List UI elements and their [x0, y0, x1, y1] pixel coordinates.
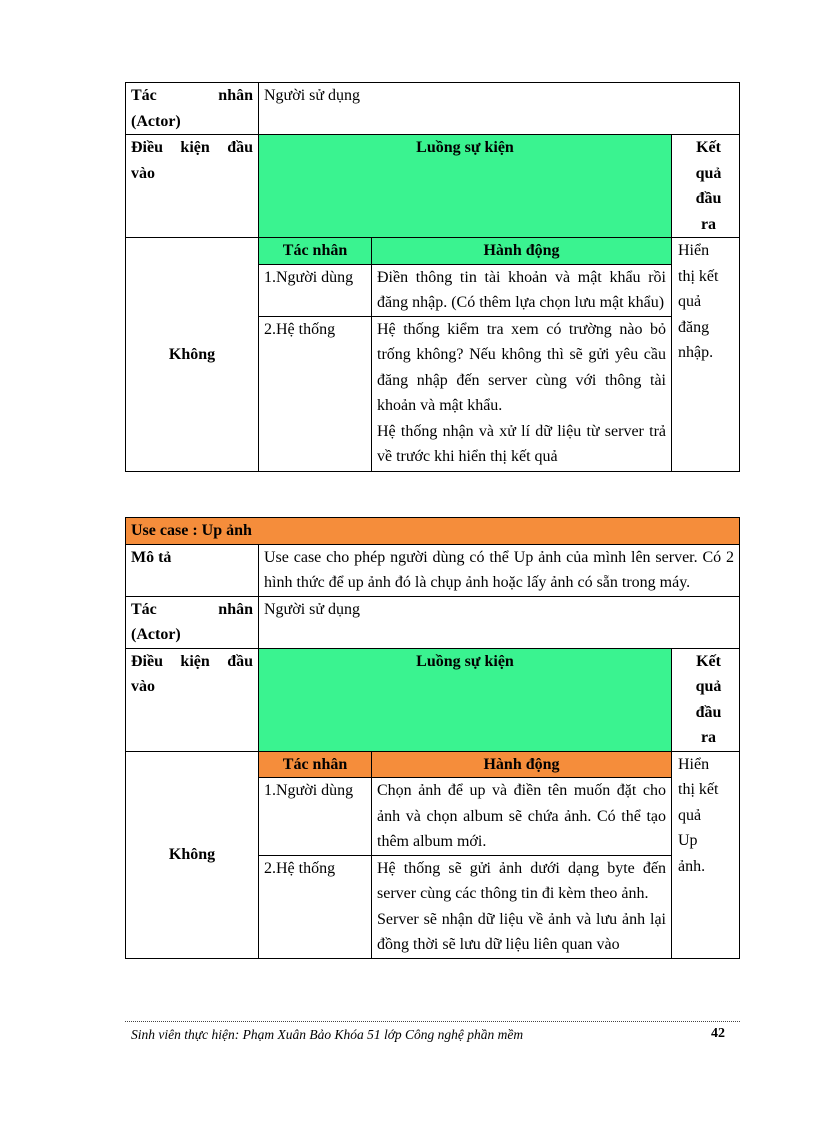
upload-photo-use-case-table — [125, 517, 740, 959]
description-row — [126, 544, 740, 596]
actor-value: Người sử dụng — [259, 596, 740, 648]
step-action: Điền thông tin tài khoản và mật khẩu rồi đăng nhập. (Có thêm lựa chọn lưu mật khẩu) — [372, 264, 672, 316]
actor-row — [126, 83, 740, 135]
login-use-case-table — [125, 82, 740, 472]
condition-value: Không — [126, 751, 259, 958]
step-actor: 1.Người dùng — [259, 778, 372, 856]
step-action: Hệ thống sẽ gửi ảnh dưới dạng byte đến server cùng các thông tin đi kèm theo ảnh. Server sẽ nhận dữ liệu về ảnh và lưu ảnh lại đồng thời sẽ lưu dữ liệu liên quan vào — [372, 855, 672, 958]
actor-row — [126, 596, 740, 648]
description-value: Use case cho phép người dùng có thể Up ảnh của mình lên server. Có 2 hình thức để up ảnh đó là chụp ảnh hoặc lấy ảnh có sẵn trong máy. — [259, 544, 740, 596]
flow-header: Luồng sự kiện — [259, 648, 672, 751]
footer-divider — [125, 1021, 740, 1022]
actor-value: Người sử dụng — [259, 83, 740, 135]
flow-columns-row — [126, 238, 740, 265]
condition-header-row — [126, 135, 740, 238]
step-action: Hệ thống kiểm tra xem có trường nào bỏ trống không? Nếu không thì sẽ gửi yêu cầu đăng nhập đến server cùng với thông tài khoản và mật khẩu. Hệ thống nhận và xử lí dữ liệu từ server trả về trước khi hiển thị kết quả — [372, 316, 672, 471]
flow-columns-row — [126, 751, 740, 778]
footer-text: Sinh viên thực hiện: Phạm Xuân Bảo Khóa 51 lớp Công nghệ phần mềm — [131, 1027, 524, 1042]
flow-header: Luồng sự kiện — [259, 135, 672, 238]
use-case-title-row — [126, 518, 740, 545]
step-actor: 2.Hệ thống — [259, 316, 372, 471]
actor-label: Tác nhân (Actor) — [126, 83, 259, 135]
col-actor-header: Tác nhân — [259, 238, 372, 265]
col-actor-header: Tác nhân — [259, 751, 372, 778]
page-number: 42 — [711, 1026, 725, 1041]
result-header: Kết quả đầu ra — [672, 648, 740, 751]
condition-value: Không — [126, 238, 259, 472]
description-label: Mô tả — [126, 544, 259, 596]
condition-header-row — [126, 648, 740, 751]
step-actor: 2.Hệ thống — [259, 855, 372, 958]
result-value: Hiển thị kết quả Up ảnh. — [672, 751, 740, 958]
result-header: Kết quả đầu ra — [672, 135, 740, 238]
use-case-title: Use case : Up ảnh — [126, 518, 740, 545]
col-action-header: Hành động — [372, 238, 672, 265]
result-value: Hiển thị kết quả đăng nhập. — [672, 238, 740, 472]
condition-label: Điều kiện đầu vào — [126, 648, 259, 751]
step-actor: 1.Người dùng — [259, 264, 372, 316]
condition-label: Điều kiện đầu vào — [126, 135, 259, 238]
step-action: Chọn ảnh để up và điền tên muốn đặt cho ảnh và chọn album sẽ chứa ảnh. Có thể tạo thêm album mới. — [372, 778, 672, 856]
actor-label: Tác nhân (Actor) — [126, 596, 259, 648]
col-action-header: Hành động — [372, 751, 672, 778]
